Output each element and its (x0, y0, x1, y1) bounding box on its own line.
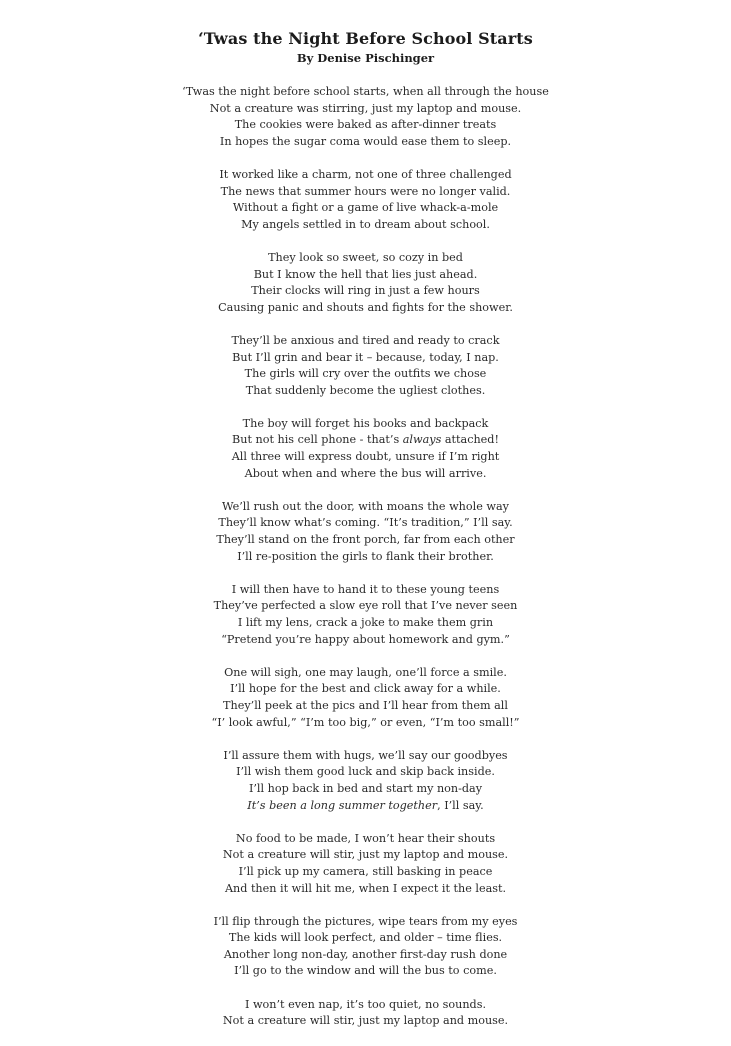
poem-body (0, 84, 731, 1046)
poem-line: One will sigh, one may laugh, one’ll force a smile. (224, 665, 507, 679)
poem-line: ‘Twas the night before school starts, when all through the house (182, 85, 549, 98)
poem-line-emphasis: always (402, 433, 442, 447)
poem-line: I’ll assure them with hugs, we’ll say our goodbyes (223, 748, 508, 762)
poem-line: I’ll hope for the best and click away for a while. (230, 682, 501, 696)
poem-line: No food to be made, I won’t hear their shouts (235, 831, 496, 845)
author-byline: By Denise Pischinger (296, 51, 435, 65)
stanza-10 (0, 831, 731, 897)
poem-line: That suddenly become the ugliest clothes. (245, 383, 486, 397)
poem-line: Without a fight or a game of live whack-a-mole (232, 201, 499, 215)
poem-line: I’ll flip through the pictures, wipe tears from my eyes (213, 914, 518, 928)
stanza-11 (0, 914, 731, 980)
poem-line: I’ll re-position the girls to flank their brother. (237, 549, 494, 563)
poem-line: About when and where the bus will arrive. (244, 466, 487, 480)
poem-line: Not a creature was stirring, just my laptop and mouse. (209, 101, 522, 115)
poem-line: The boy will forget his books and backpack (242, 416, 489, 430)
poem-line: They’ll know what’s coming. “It’s tradition,” I’ll say. (218, 516, 513, 530)
poem-line-mixed (0, 798, 731, 815)
poem-line: I’ll hop back in bed and start my non-day (248, 781, 483, 795)
stanza-6 (0, 499, 731, 565)
poem-line: Not a creature will stir, just my laptop and mouse. (222, 848, 509, 862)
stanza-9 (0, 748, 731, 814)
stanza-3 (0, 250, 731, 316)
poem-line: But I’ll grin and bear it – because, today, I nap. (232, 350, 499, 364)
stanza-2 (0, 167, 731, 233)
stanza-1 (0, 84, 731, 150)
page-title: ‘Twas the Night Before School Starts (198, 29, 533, 48)
poem-line: And then it will hit me, when I expect it the least. (224, 881, 507, 895)
poem-line: I’ll pick up my camera, still basking in peace (238, 864, 493, 878)
poem-line: The news that summer hours were no longer valid. (220, 184, 511, 198)
poem-line: Another long non-day, another first-day rush done (223, 947, 508, 961)
poem-line: We’ll rush out the door, with moans the whole way (222, 499, 509, 513)
poem-line-mixed (0, 432, 731, 449)
poem-line: “Pretend you’re happy about homework and gym.” (221, 632, 510, 646)
poem-line: But I know the hell that lies just ahead. (253, 267, 478, 281)
poem-line: Their clocks will ring in just a few hours (251, 284, 480, 298)
poem-line-fragment: But not his cell phone - that’s (232, 433, 403, 447)
poem-line: They look so sweet, so cozy in bed (268, 250, 463, 264)
poem-line: The cookies were baked as after-dinner treats (234, 118, 497, 132)
stanza-7 (0, 582, 731, 648)
poem-line: I’ll go to the window and will the bus to come. (234, 964, 497, 978)
poem-line-emphasis: It’s been a long summer together (247, 798, 438, 812)
poem-line: The girls will cry over the outfits we chose (244, 367, 487, 381)
poem-line: They’ve perfected a slow eye roll that I’ve never seen (213, 599, 518, 613)
poem-line: The kids will look perfect, and older – time flies. (228, 931, 503, 945)
poem-line: I lift my lens, crack a joke to make them grin (237, 616, 494, 629)
stanza-4 (0, 333, 731, 399)
poem-line: They’ll stand on the front porch, far from each other (216, 533, 515, 547)
poem-line: All three will express doubt, unsure if I’m right (231, 450, 500, 464)
poem-line: My angels settled in to dream about school. (241, 217, 490, 231)
poem-line: They’ll peek at the pics and I’ll hear from them all (223, 698, 508, 712)
poem-line: It worked like a charm, not one of three challenged (219, 167, 512, 181)
poem-line: In hopes the sugar coma would ease them to sleep. (219, 134, 512, 148)
poem-line: Causing panic and shouts and fights for the shower. (218, 300, 513, 314)
stanza-5 (0, 416, 731, 482)
poem-line-fragment: attached! (441, 433, 499, 447)
poem-line: “I’ look awful,” “I’m too big,” or even, “I’m too small!” (211, 715, 520, 729)
poem-line: I won’t even nap, it’s too quiet, no sounds. (244, 997, 487, 1011)
poem-line: I will then have to hand it to these young teens (231, 582, 500, 596)
poem-line-fragment: , I’ll say. (437, 798, 484, 812)
poem-line: They’ll be anxious and tired and ready to crack (231, 333, 500, 347)
poem-line: I’ll wish them good luck and skip back inside. (236, 765, 495, 779)
stanza-12 (0, 997, 731, 1030)
poem-line: Not a creature will stir, just my laptop and mouse. (222, 1014, 509, 1028)
stanza-8 (0, 665, 731, 731)
